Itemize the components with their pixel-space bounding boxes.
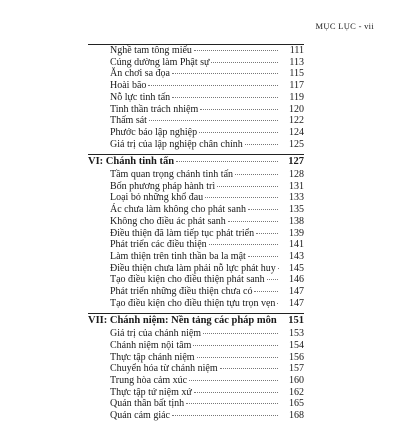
section-title: VII: Chánh niệm: Nền tảng các pháp môn [88, 315, 277, 326]
dot-leader [205, 196, 278, 198]
entry-title: Quán thân bất tịnh [110, 398, 184, 409]
toc-entry [0, 328, 304, 339]
page-number: 124 [280, 127, 304, 138]
toc-entry [0, 139, 304, 150]
toc-entry [0, 340, 304, 351]
page-number: 133 [280, 192, 304, 203]
toc-entry [0, 286, 304, 297]
entry-title: Giá trị của lập nghiệp chân chính [110, 139, 243, 150]
dot-leader [172, 414, 278, 416]
page-number: 165 [280, 398, 304, 409]
toc-entry [0, 68, 304, 79]
dot-leader [194, 49, 278, 51]
toc-entry [0, 251, 304, 262]
page-number: 119 [280, 92, 304, 103]
page-number: 139 [280, 228, 304, 239]
entry-title: Thấm sát [110, 115, 147, 126]
page-number: 168 [280, 410, 304, 421]
page-number: 117 [280, 80, 304, 91]
running-head: MỤC LỤC - vii [316, 21, 374, 31]
toc-entry [0, 263, 304, 274]
toc-entry [0, 57, 304, 68]
dot-leader [148, 84, 278, 86]
section-title: VI: Chánh tinh tấn [88, 156, 174, 167]
entry-title: Tầm quan trọng chánh tinh tấn [110, 169, 233, 180]
dot-leader [189, 379, 278, 381]
dot-leader [220, 367, 278, 369]
dot-leader [235, 173, 278, 175]
toc-entry [0, 410, 304, 421]
page-number: 131 [280, 181, 304, 192]
page-number: 141 [280, 239, 304, 250]
page-number: 122 [280, 115, 304, 126]
entry-title: Tạo điều kiện cho điều thiện tựu trọn vẹn [110, 298, 275, 309]
dot-leader [256, 232, 278, 234]
dot-leader [248, 255, 278, 257]
entry-title: Phước báo lập nghiệp [110, 127, 197, 138]
entry-title: Không cho điều ác phát sanh [110, 216, 226, 227]
dot-leader [200, 108, 278, 110]
section-heading [0, 315, 304, 326]
dot-leader [193, 344, 278, 346]
page-number: 157 [280, 363, 304, 374]
entry-title: Ăn chơi sa đọa [110, 68, 170, 79]
toc-entry [0, 127, 304, 138]
toc-entry [0, 298, 304, 309]
page-number: 160 [280, 375, 304, 386]
dot-leader [199, 131, 278, 133]
toc-entry [0, 216, 304, 227]
entry-title: Điều thiện chưa làm phải nỗ lực phát huy [110, 263, 276, 274]
page-number: 143 [280, 251, 304, 262]
page-number: 111 [280, 45, 304, 56]
toc-entry [0, 45, 304, 56]
entry-title: Quán cảm giác [110, 410, 170, 421]
entry-title: Thực tập chánh niệm [110, 352, 195, 363]
entry-title: Điều thiện đã làm tiếp tục phát triển [110, 228, 254, 239]
page-number: 115 [280, 68, 304, 79]
page-number: 128 [280, 169, 304, 180]
entry-title: Chánh niệm nội tâm [110, 340, 191, 351]
entry-title: Phát triển các điều thiện [110, 239, 207, 250]
dot-leader [197, 356, 278, 358]
entry-title: Cúng dường làm Phật sự [110, 57, 209, 68]
entry-title: Nghề tam tông miếu [110, 45, 192, 56]
toc-entry [0, 169, 304, 180]
entry-title: Bốn phương pháp hành trì [110, 181, 215, 192]
dot-leader [172, 96, 278, 98]
dot-leader [228, 220, 278, 222]
dot-leader [267, 278, 278, 280]
page-number: 127 [280, 156, 304, 167]
dot-leader [254, 290, 278, 292]
page-number: 151 [281, 315, 304, 326]
entry-title: Loại bỏ những khổ đau [110, 192, 203, 203]
toc-entry [0, 228, 304, 239]
toc-entry [0, 375, 304, 386]
page-number: 113 [280, 57, 304, 68]
dot-leader [248, 208, 278, 210]
dot-leader [194, 391, 278, 393]
toc-entry [0, 204, 304, 215]
page-number: 135 [280, 204, 304, 215]
page-number: 146 [280, 274, 304, 285]
entry-title: Tạo điều kiện cho điều thiện phát sanh [110, 274, 265, 285]
entry-title: Trung hòa cảm xúc [110, 375, 187, 386]
entry-title: Nỗ lực tinh tấn [110, 92, 170, 103]
dot-leader [245, 143, 278, 145]
dot-leader [277, 302, 278, 304]
dot-leader [176, 160, 278, 162]
page-number: 162 [280, 387, 304, 398]
toc-entry [0, 115, 304, 126]
toc-entry [0, 92, 304, 103]
entry-title: Chuyển hóa từ chánh niệm [110, 363, 218, 374]
section-heading [0, 156, 304, 167]
page-number: 156 [280, 352, 304, 363]
entry-title: Giá trị của chánh niệm [110, 328, 201, 339]
page-number: 125 [280, 139, 304, 150]
section-rule [88, 313, 304, 314]
dot-leader [209, 243, 278, 245]
page-number: 147 [280, 286, 304, 297]
entry-title: Ác chưa làm không cho phát sanh [110, 204, 246, 215]
toc-entry [0, 104, 304, 115]
toc-entry [0, 239, 304, 250]
dot-leader [172, 72, 278, 74]
dot-leader [203, 332, 278, 334]
page-number: 145 [280, 263, 304, 274]
toc-entry [0, 80, 304, 91]
toc-entry [0, 181, 304, 192]
dot-leader [211, 61, 278, 63]
toc-entry [0, 274, 304, 285]
dot-leader [149, 119, 278, 121]
toc-entry [0, 192, 304, 203]
entry-title: Tinh thần trách nhiệm [110, 104, 198, 115]
page-number: 147 [280, 298, 304, 309]
dot-leader [186, 402, 278, 404]
page-number: 154 [280, 340, 304, 351]
page-number: 153 [280, 328, 304, 339]
toc-entry [0, 352, 304, 363]
page-number: 138 [280, 216, 304, 227]
entry-title: Làm thiện trên tinh thần ba la mật [110, 251, 246, 262]
entry-title: Phát triển những điều thiện chưa có [110, 286, 252, 297]
entry-title: Thực tập tứ niệm xứ [110, 387, 192, 398]
toc-entry [0, 363, 304, 374]
page-number: 120 [280, 104, 304, 115]
section-rule [88, 154, 304, 155]
entry-title: Hoài bão [110, 80, 146, 91]
toc-entry [0, 387, 304, 398]
dot-leader [217, 185, 278, 187]
